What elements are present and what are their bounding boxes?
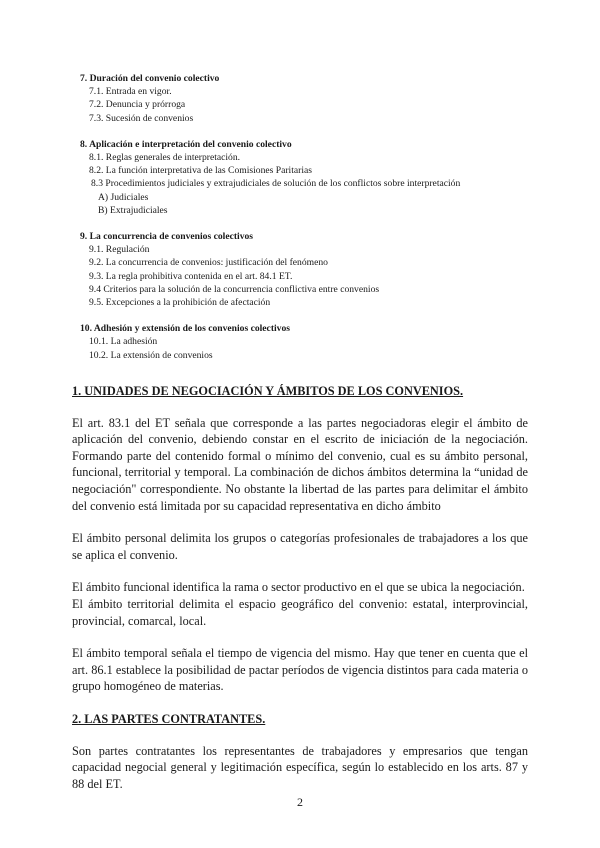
toc-item: 9.4 Criterios para la solución de la concurrencia conflictiva entre convenios	[89, 283, 380, 295]
paragraph: El ámbito funcional identifica la rama o sector productivo en el que se ubica la negociación.	[72, 580, 525, 595]
toc-item: 9.5. Excepciones a la prohibición de afectación	[89, 297, 271, 309]
toc-heading: 8. Aplicación e interpretación del convenio colectivo	[80, 138, 292, 150]
toc-item: 7.1. Entrada en vigor.	[89, 86, 172, 98]
toc-item: A) Judiciales	[98, 191, 149, 203]
section-title-unidades: 1. UNIDADES DE NEGOCIACIÓN Y ÁMBITOS DE LOS CONVENIOS.	[72, 384, 464, 398]
paragraph: El ámbito temporal señala el tiempo de vigencia del mismo. Hay que tener en cuenta que el art. 86.1 establece la posibilidad de pactar períodos de vigencia distintos para cada materia o grupo homogéneo de materias.	[72, 646, 528, 694]
toc-item: 10.1. La adhesión	[89, 336, 158, 348]
table-of-contents	[80, 72, 550, 375]
section-title-partes: 2. LAS PARTES CONTRATANTES.	[72, 711, 266, 726]
toc-heading: 9. La concurrencia de convenios colectivos	[80, 231, 254, 243]
toc-item: 10.2. La extensión de convenios	[89, 349, 213, 361]
toc-item: 9.3. La regla prohibitiva contenida en el art. 84.1 ET.	[89, 270, 293, 282]
toc-item: 9.2. La concurrencia de convenios: justificación del fenómeno	[89, 257, 328, 269]
toc-item: 9.1. Regulación	[89, 244, 150, 256]
document-body	[72, 383, 528, 808]
toc-item: B) Extrajudiciales	[98, 204, 168, 216]
toc-section	[80, 138, 550, 217]
toc-item: 8.3 Procedimientos judiciales y extrajudiciales de solución de los conflictos sobre interpretación	[91, 178, 461, 190]
toc-heading: 10. Adhesión y extensión de los convenios colectivos	[80, 323, 291, 335]
toc-heading: 7. Duración del convenio colectivo	[80, 73, 220, 84]
toc-item: 7.3. Sucesión de convenios	[89, 112, 194, 124]
toc-item: 7.2. Denuncia y prórroga	[89, 99, 186, 111]
paragraph: El art. 83.1 del ET señala que corresponde a las partes negociadoras elegir el ámbito de aplicación del convenio, debiendo constar en el escrito de iniciación de la negociación. Formando parte del contenido formal o mínimo del convenio, cual es su ámbito personal, funcional, territorial y temporal. La combinación de dichos ámbitos determina la “unidad de negociación" correspondiente. No obstante la libertad de las partes para delimitar el ámbito del convenio está limitada por su capacidad representativa en dicho ámbito	[72, 415, 528, 513]
paragraph: Son partes contratantes los representantes de trabajadores y empresarios que tengan capacidad negocial general y legitimación específica, según lo establecido en los arts. 87 y 88 del ET.	[72, 743, 528, 791]
toc-section	[80, 230, 550, 309]
page-number: 2	[297, 795, 303, 809]
paragraph: El ámbito territorial delimita el espacio geográfico del convenio: estatal, interprovincial, provincial, comarcal, local.	[72, 596, 528, 628]
toc-item: 8.2. La función interpretativa de las Comisiones Paritarias	[89, 165, 312, 177]
toc-section	[80, 322, 550, 362]
toc-item: 8.1. Reglas generales de interpretación.	[89, 152, 241, 164]
toc-section	[80, 72, 550, 125]
paragraph: El ámbito personal delimita los grupos o categorías profesionales de trabajadores a los que se aplica el convenio.	[72, 531, 528, 562]
